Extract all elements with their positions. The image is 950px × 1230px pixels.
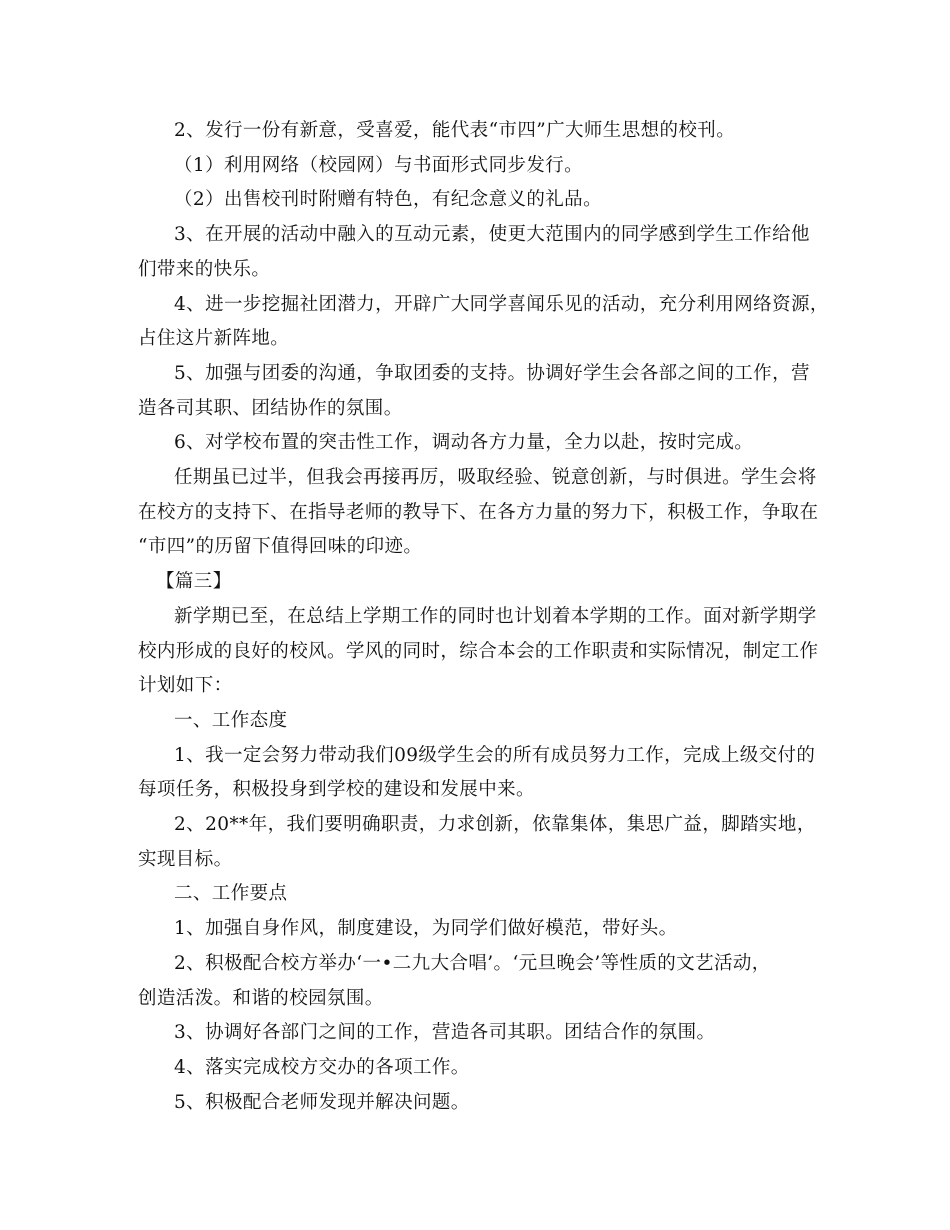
text-line: 实现目标。: [138, 848, 233, 870]
text-line: 5、积极配合老师发现并解决问题。: [174, 1091, 470, 1113]
text-line: 占住这片新阵地。: [138, 328, 290, 350]
text-line: 2、发行一份有新意，受喜爱，能代表“市四”广大师生思想的校刊。: [174, 120, 736, 141]
text-line: 每项任务，积极投身到学校的建设和发展中来。: [138, 779, 535, 801]
text-line: 在校方的支持下、在指导老师的教导下、在各方力量的努力下，积极工作，争取在: [138, 501, 819, 523]
text-line: 4、落实完成校方交办的各项工作。: [174, 1056, 470, 1078]
document-body: [138, 114, 828, 1120]
text-line: 1、加强自身作风，制度建设，为同学们做好模范，带好头。: [174, 918, 678, 940]
text-line: 创造活泼。和谐的校园氛围。: [138, 987, 384, 1009]
text-line: 2、20**年，我们要明确职责，力求创新，依靠集体，集思广益，脚踏实地，: [174, 814, 816, 836]
text-line: 计划如下：: [138, 675, 233, 697]
text-line: 1、我一定会努力带动我们09级学生会的所有成员努力工作，完成上级交付的: [174, 744, 816, 766]
text-line: 3、在开展的活动中融入的互动元素，使更大范围内的同学感到学生工作给他: [174, 224, 810, 246]
text-line: 造各司其职、团结协作的氛围。: [138, 397, 403, 419]
text-line: 任期虽已过半，但我会再接再厉，吸取经验、锐意创新，与时俱进。学生会将: [174, 467, 817, 489]
text-line: 新学期已至，在总结上学期工作的同时也计划着本学期的工作。面对新学期学: [174, 605, 817, 627]
text-line: “市四”的历留下值得回味的印迹。: [138, 536, 423, 558]
text-line: 2、积极配合校方举办‘一•二九大合唱’。‘元旦晚会’等性质的文艺活动，: [174, 952, 771, 974]
text-line: 们带来的快乐。: [138, 258, 271, 280]
text-line: 二、工作要点: [174, 883, 288, 905]
text-line: 3、协调好各部门之间的工作，营造各司其职。团结合作的氛围。: [174, 1022, 716, 1044]
text-line: （1）利用网络（校园网）与书面形式同步发行。: [174, 154, 584, 176]
text-line: 一、工作态度: [174, 709, 288, 731]
text-line: 5、加强与团委的沟通，争取团委的支持。协调好学生会各部之间的工作，营: [174, 362, 810, 384]
text-line: 6、对学校布置的突击性工作，调动各方力量，全力以赴，按时完成。: [174, 432, 754, 454]
text-line: 【篇三】: [156, 571, 232, 593]
text-line: （2）出售校刊时附赠有特色，有纪念意义的礼品。: [174, 189, 602, 211]
text-line: 校内形成的良好的校风。学风的同时，综合本会的工作职责和实际情况，制定工作: [138, 640, 819, 662]
text-line: 4、进一步挖掘社团潜力，开辟广大同学喜闻乐见的活动，充分利用网络资源，: [174, 293, 829, 315]
